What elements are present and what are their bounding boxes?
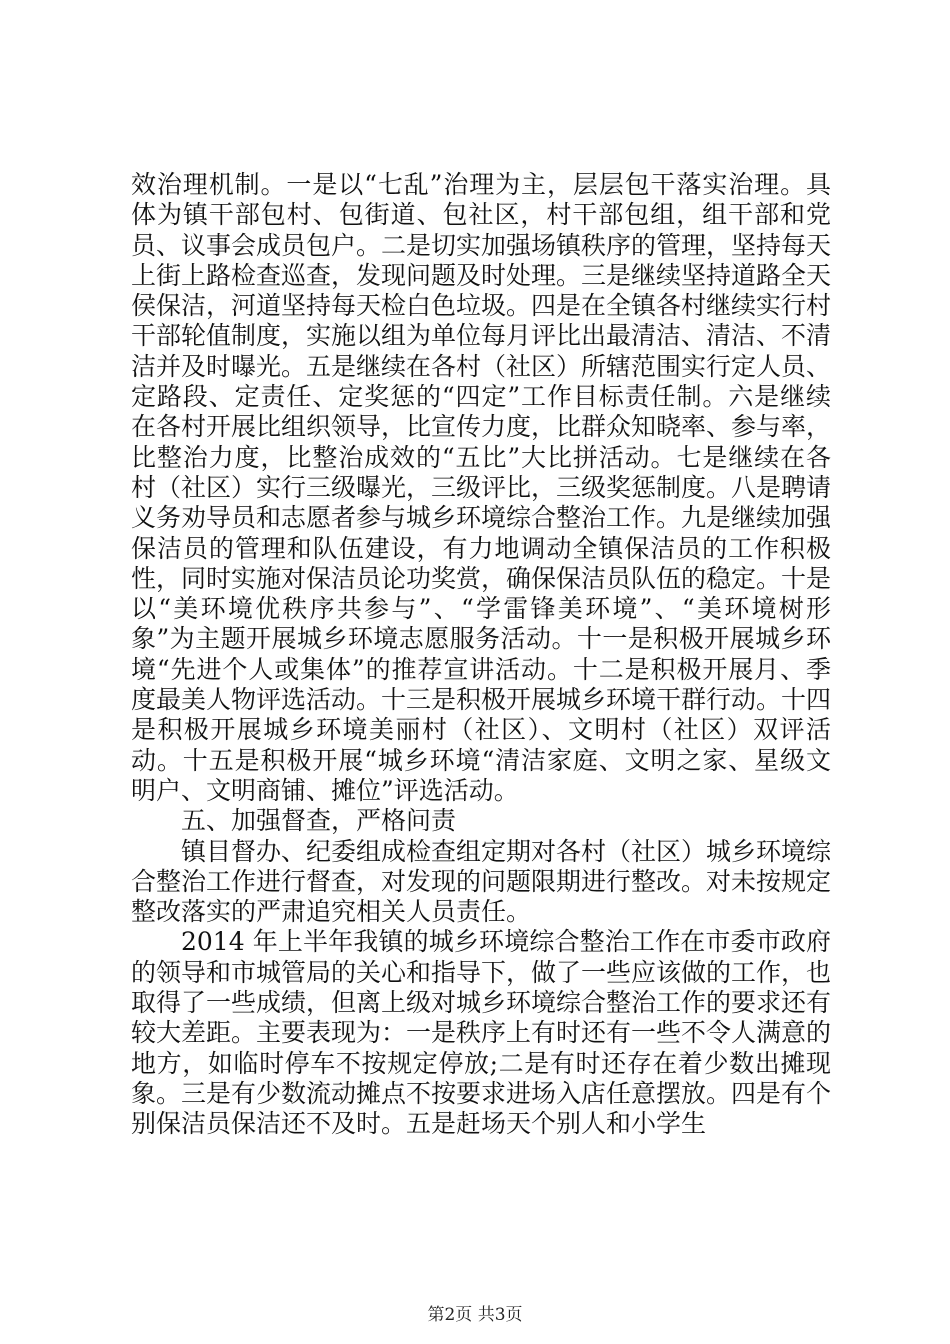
paragraph-supervision: 镇目督办、纪委组成检查组定期对各村（社区）城乡环境综合整治工作进行督查，对发现的问题限期进行整改。对未按规定整改落实的严肃追究相关人员责任。 [131, 836, 832, 927]
document-body [131, 170, 831, 1140]
paragraph-summary: 2014 年上半年我镇的城乡环境综合整治工作在市委市政府的领导和市城管局的关心和指导下，做了一些应该做的工作，也取得了一些成绩，但离上级对城乡环境综合整治工作的要求还有较大差距。主要表现为：一是秩序上有时还有一些不令人满意的地方，如临时停车不按规定停放;二是有时还存在着少数出摊现象。三是有少数流动摊点不按要求进场入店任意摆放。四是有个别保洁员保洁还不及时。五是赶场天个别人和小学生 [131, 927, 832, 1139]
section-heading: 五、加强督查，严格问责 [181, 806, 457, 836]
page-number-footer: 第2页 共3页 [427, 1305, 523, 1325]
paragraph-continuation: 效治理机制。一是以“七乱”治理为主，层层包干落实治理。具体为镇干部包村、包街道、包社区，村干部包组，组干部和党员、议事会成员包户。二是切实加强场镇秩序的管理，坚持每天上街上路检查巡查，发现问题及时处理。三是继续坚持道路全天侯保洁，河道坚持每天检白色垃圾。四是在全镇各村继续实行村干部轮值制度，实施以组为单位每月评比出最清洁、清洁、不清洁并及时曝光。五是继续在各村（社区）所辖范围实行定人员、定路段、定责任、定奖惩的“四定”工作目标责任制。六是继续在各村开展比组织领导，比宣传力度，比群众知晓率、参与率，比整治力度，比整治成效的“五比”大比拼活动。七是继续在各村（社区）实行三级曝光，三级评比，三级奖惩制度。八是聘请义务劝导员和志愿者参与城乡环境综合整治工作。九是继续加强保洁员的管理和队伍建设，有力地调动全镇保洁员的工作积极性，同时实施对保洁员论功奖赏，确保保洁员队伍的稳定。十是以“美环境优秩序共参与”、“学雷锋美环境”、“美环境树形象”为主题开展城乡环境志愿服务活动。十一是积极开展城乡环境“先进个人或集体”的推荐宣讲活动。十二是积极开展月、季度最美人物评选活动。十三是积极开展城乡环境干群行动。十四是积极开展城乡环境美丽村（社区）、文明村（社区）双评活动。十五是积极开展“城乡环境“清洁家庭、文明之家、星级文明户、文明商铺、摊位”评选活动。 [131, 170, 832, 805]
